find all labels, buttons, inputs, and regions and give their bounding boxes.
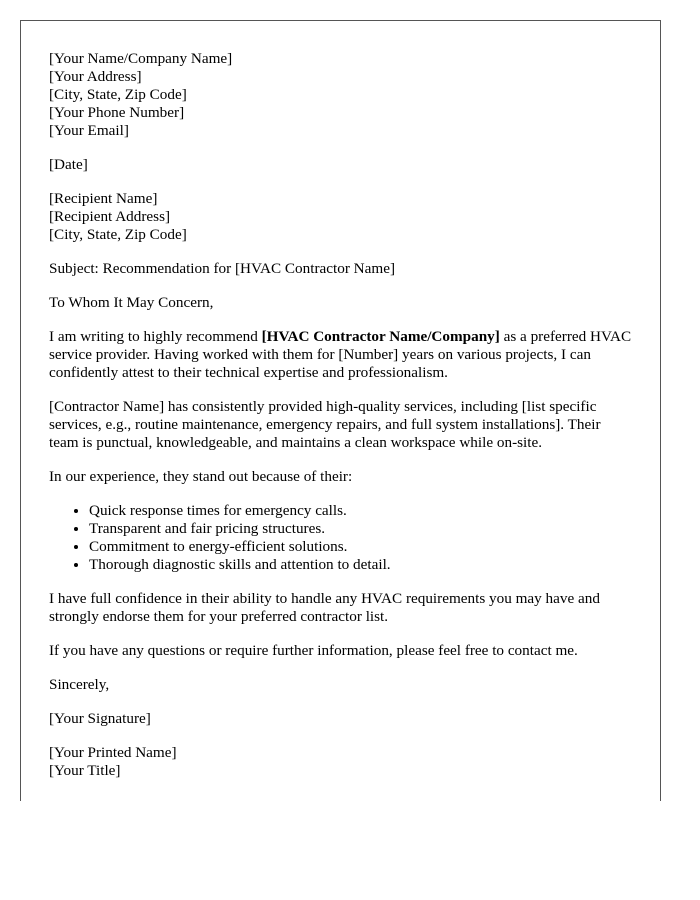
- sender-block: [49, 50, 632, 140]
- printed-name: [Your Printed Name]: [49, 744, 177, 761]
- list-item: • Quick response times for emergency calls.: [89, 502, 632, 520]
- list-item: • Commitment to energy-efficient solutions.: [89, 538, 632, 556]
- subject-line: Subject: Recommendation for [HVAC Contractor Name]: [49, 260, 395, 277]
- recipient-city-state-zip: [City, State, Zip Code]: [49, 226, 187, 243]
- list-item: • Transparent and fair pricing structures.: [89, 520, 632, 538]
- closing: Sincerely,: [49, 676, 110, 693]
- sender-name: [Your Name/Company Name]: [49, 50, 233, 67]
- contractor-name-bold: [HVAC Contractor Name/Company]: [261, 328, 500, 345]
- standout-list: [49, 502, 632, 574]
- paragraph-contact: If you have any questions or require further information, please feel free to contact me.: [49, 642, 578, 659]
- letter-page: [20, 20, 661, 801]
- paragraph-standout-intro: In our experience, they stand out because of their:: [49, 468, 353, 485]
- signature: [Your Signature]: [49, 710, 151, 727]
- list-item: • Thorough diagnostic skills and attention to detail.: [89, 556, 632, 574]
- recipient-address: [Recipient Address]: [49, 208, 171, 225]
- salutation: To Whom It May Concern,: [49, 294, 214, 311]
- recipient-name: [Recipient Name]: [49, 190, 158, 207]
- sender-phone: [Your Phone Number]: [49, 104, 185, 121]
- signoff-block: [49, 744, 632, 780]
- paragraph-recommendation: [49, 328, 632, 382]
- paragraph-services: [Contractor Name] has consistently provided high-quality services, including [list specific services, e.g., routine maintenance, emergency repairs, and full system installations]. Their team is punctual, knowledgeable, and maintains a clean workspace while on-site.: [49, 398, 601, 451]
- paragraph-recommendation-rest: as a preferred HVAC service provider. Having worked with them for [Number] years on various projects, I can confidently attest to their technical expertise and professionalism.: [49, 328, 632, 381]
- recipient-block: [49, 190, 632, 244]
- sender-city-state-zip: [City, State, Zip Code]: [49, 86, 187, 103]
- paragraph-recommendation-lead: I am writing to highly recommend: [49, 328, 262, 345]
- sender-email: [Your Email]: [49, 122, 129, 139]
- sender-address: [Your Address]: [49, 68, 142, 85]
- signer-title: [Your Title]: [49, 762, 121, 779]
- letter-date: [Date]: [49, 156, 88, 173]
- paragraph-confidence: I have full confidence in their ability to handle any HVAC requirements you may have and strongly endorse them for your preferred contractor list.: [49, 590, 600, 625]
